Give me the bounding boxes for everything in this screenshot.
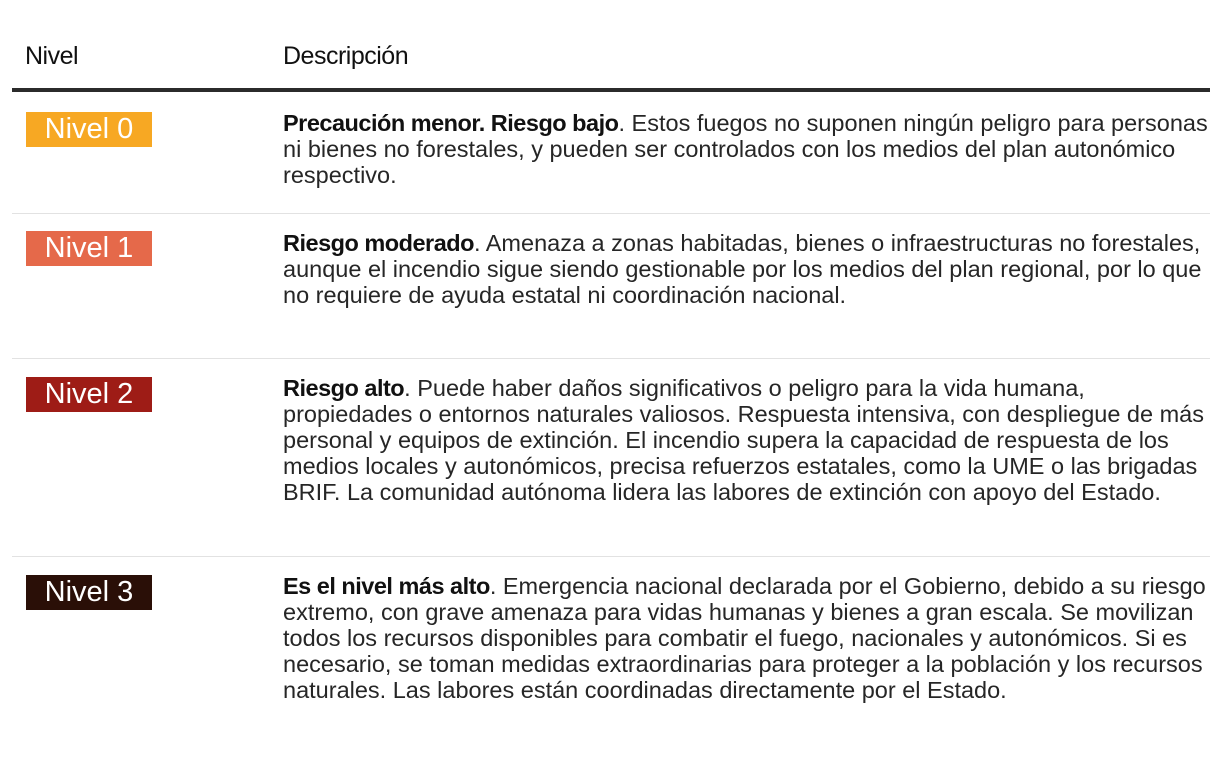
table-row-level-0 [12,92,1210,214]
header-description: Descripción [283,42,409,70]
level-0-lead: Precaución menor. Riesgo bajo [283,110,619,136]
level-2-text: . Puede haber daños significativos o peligro para la vida humana, propiedades o entornos naturales valiosos. Respuesta intensiva, con despliegue de más personal y equipos de extinción. El incendio supera la capacidad de respuesta de los medios locales y autonómicos, precisa refuerzos estatales, como la UME o las brigadas BRIF. La comunidad autónoma lidera las labores de extinción con apoyo del Estado. [283,375,1204,505]
level-3-lead: Es el nivel más alto [283,573,490,599]
level-0-description [283,110,1210,188]
level-2-badge: Nivel 2 [26,377,152,412]
table-header [12,0,1210,92]
table-row-level-2 [12,359,1210,557]
level-0-text: . Estos fuegos no suponen ningún peligro para personas ni bienes no forestales, y pueden ser controlados con los medios del plan autonómico respectivo. [283,110,1208,188]
level-0-badge: Nivel 0 [26,112,152,147]
level-1-badge: Nivel 1 [26,231,152,266]
level-1-text: . Amenaza a zonas habitadas, bienes o infraestructuras no forestales, aunque el incendio sigue siendo gestionable por los medios del plan regional, por lo que no requiere de ayuda estatal ni coordinación nacional. [283,230,1202,308]
table-row-level-1 [12,214,1210,359]
level-2-lead: Riesgo alto [283,375,405,401]
header-level: Nivel [25,42,79,70]
level-2-description [283,375,1210,505]
level-3-text: . Emergencia nacional declarada por el Gobierno, debido a su riesgo extremo, con grave amenaza para vidas humanas y bienes a gran escala. Se movilizan todos los recursos disponibles para combatir el fuego, nacionales y autonómicos. Si es necesario, se toman medidas extraordinarias para proteger a la población y los recursos naturales. Las labores están coordinadas directamente por el Estado. [283,573,1206,703]
levels-table [12,0,1210,757]
level-3-badge: Nivel 3 [26,575,152,610]
level-3-description [283,573,1210,703]
table-row-level-3 [12,557,1210,757]
level-1-lead: Riesgo moderado [283,230,474,256]
level-1-description [283,230,1210,308]
